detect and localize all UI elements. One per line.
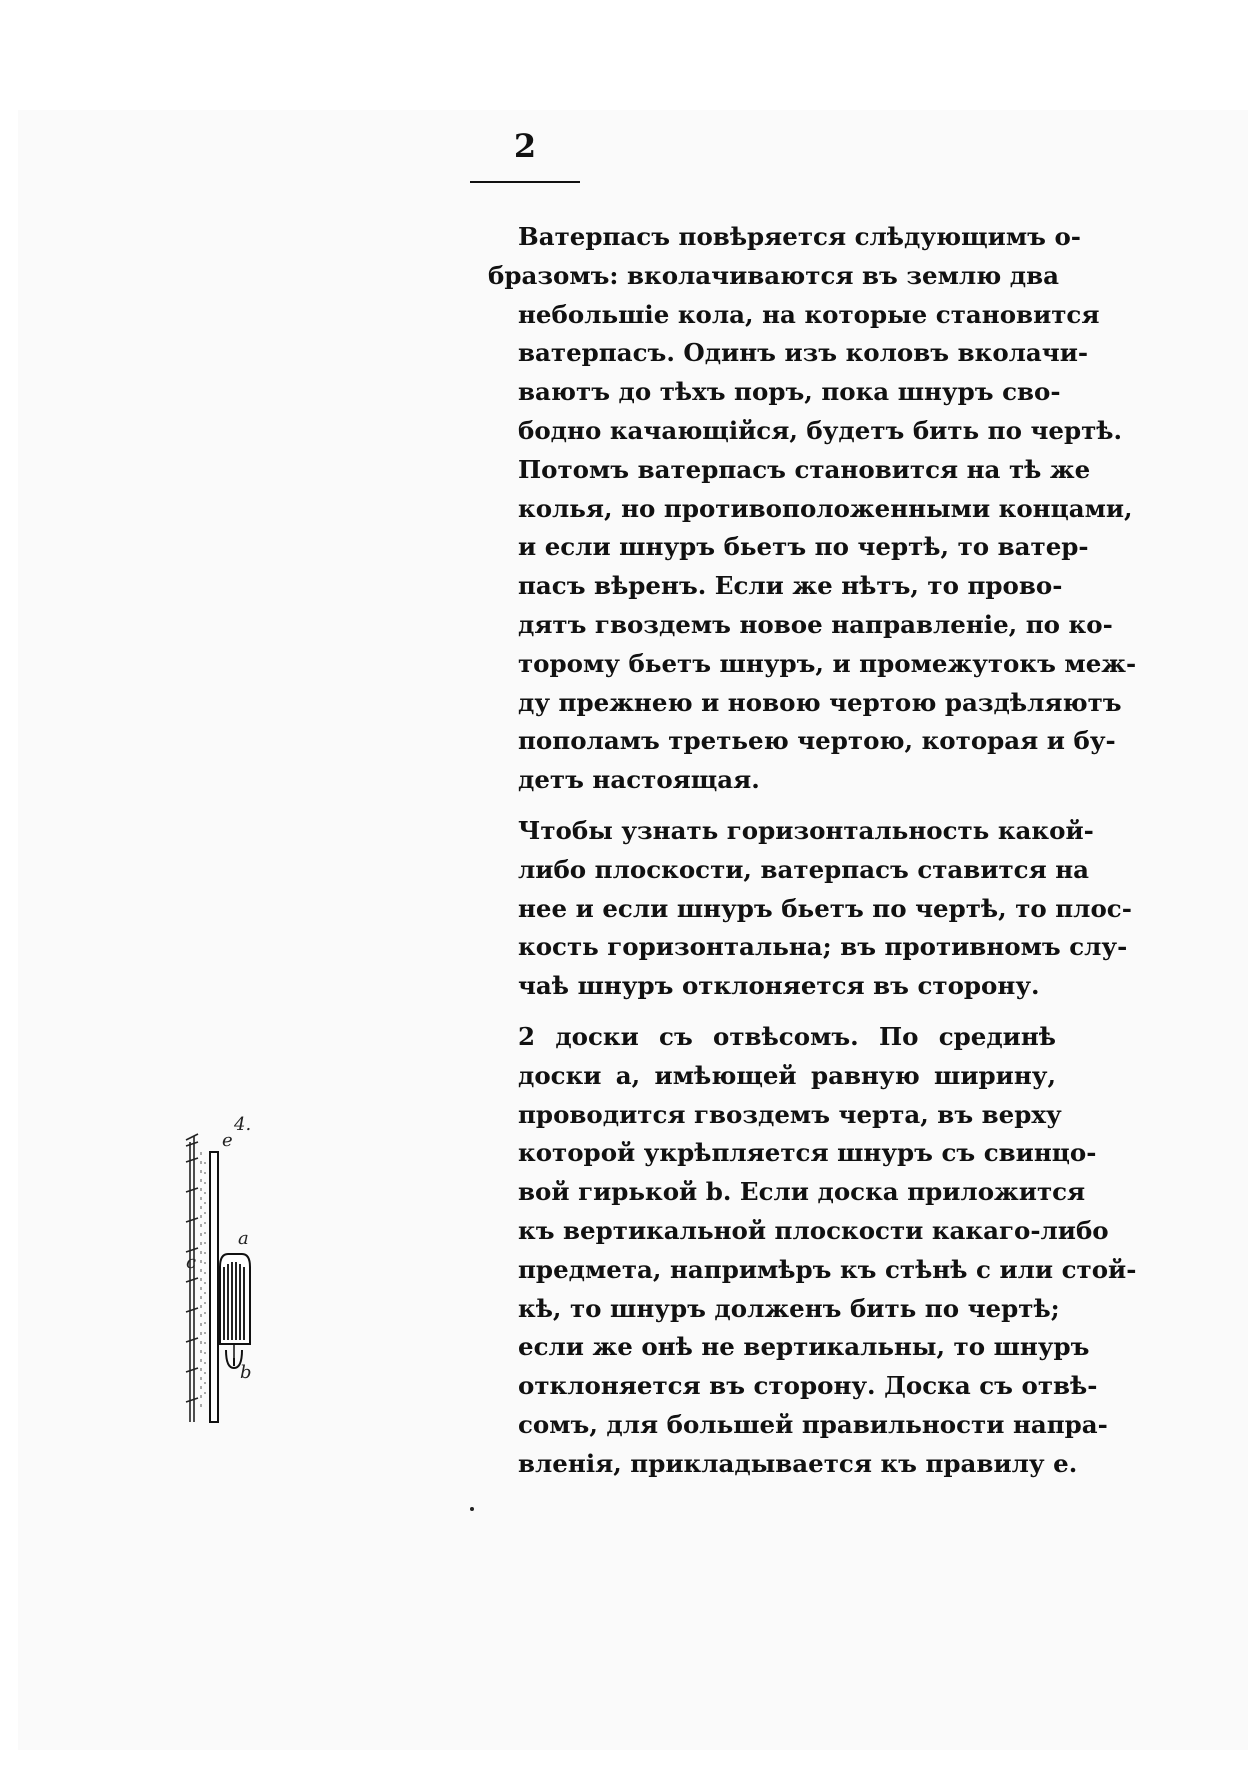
text-line: вленія, прикладывается къ правилу e.	[518, 1448, 1078, 1478]
label-a: a	[238, 1228, 249, 1249]
text-line: либо плоскости, ватерпасъ ставится на	[518, 854, 1090, 884]
text-line: бразомъ: вколачиваются въ землю два	[488, 260, 1060, 290]
text-line: отклоняется въ сторону. Доска съ отвѣ-	[518, 1371, 1098, 1401]
label-c: c	[186, 1252, 197, 1273]
paragraph-1	[488, 218, 1137, 800]
text-line: ватерпасъ. Одинъ изъ коловъ вколачи-	[518, 338, 1089, 368]
plumb-board-illustration	[184, 1122, 274, 1442]
figure-plumb-board	[184, 1114, 274, 1442]
text-line: ду прежнею и новою чертою раздѣляютъ	[518, 687, 1122, 717]
label-e: e	[222, 1130, 233, 1151]
text-line: торому бьетъ шнуръ, и промежутокъ меж-	[518, 648, 1137, 678]
wall-texture	[201, 1152, 205, 1412]
text-line: Ватерпасъ повѣряется слѣдующимъ о-	[518, 222, 1081, 251]
text-line: предмета, напримѣръ къ стѣнѣ c или стой-	[518, 1254, 1137, 1284]
paragraph-2	[488, 812, 1132, 1006]
text-line: если же онѣ не вертикальны, то шнуръ	[518, 1332, 1090, 1362]
text-line: пополамъ третьею чертою, которая и бу-	[518, 726, 1116, 756]
text-line: 2 доски съ отвѣсомъ. По срединѣ	[518, 1021, 1056, 1051]
page-number: 2	[513, 127, 537, 165]
text-line: пасъ вѣренъ. Если же нѣтъ, то прово-	[518, 571, 1063, 601]
text-line: детъ настоящая.	[518, 765, 760, 795]
label-b: b	[240, 1362, 252, 1383]
figure-number: 4.	[234, 1114, 252, 1135]
paragraph-3	[488, 1018, 1137, 1484]
text-line: кѣ, то шнуръ долженъ бить по чертѣ;	[518, 1293, 1060, 1323]
page-number-rule	[470, 181, 580, 183]
text-line: проводится гвоздемъ черта, въ верху	[518, 1099, 1062, 1129]
text-line: дятъ гвоздемъ новое направленіе, по ко-	[518, 609, 1113, 639]
text-line: вой гирькой b. Если доска приложится	[518, 1177, 1086, 1207]
text-line: къ вертикальной плоскости какаго-либо	[518, 1215, 1109, 1245]
text-line: и если шнуръ бьетъ по чертѣ, то ватер-	[518, 532, 1089, 562]
text-line: доски a, имѣющей равную ширину,	[518, 1060, 1056, 1090]
text-line: чаѣ шнуръ отклоняется въ сторону.	[518, 971, 1040, 1001]
wall-hatching	[186, 1134, 198, 1422]
text-line: сомъ, для большей правильности напра-	[518, 1409, 1108, 1439]
text-line: кость горизонтальна; въ противномъ слу-	[518, 932, 1128, 962]
text-line: которой укрѣпляется шнуръ съ свинцо-	[518, 1138, 1097, 1168]
print-speck	[470, 1507, 474, 1511]
body-text	[488, 218, 1137, 1484]
text-line: ваютъ до тѣхъ поръ, пока шнуръ сво-	[518, 377, 1061, 407]
text-line: нее и если шнуръ бьетъ по чертѣ, то плос-	[518, 893, 1132, 923]
rule-e	[210, 1152, 218, 1422]
text-line: бодно качающійся, будетъ бить по чертѣ.	[518, 415, 1123, 445]
text-line: небольшіе кола, на которые становится	[518, 299, 1100, 329]
text-line: колья, но противоположенными концами,	[518, 493, 1133, 523]
text-line: Потомъ ватерпасъ становится на тѣ же	[518, 454, 1091, 484]
text-line: Чтобы узнать горизонтальность какой-	[518, 815, 1094, 845]
